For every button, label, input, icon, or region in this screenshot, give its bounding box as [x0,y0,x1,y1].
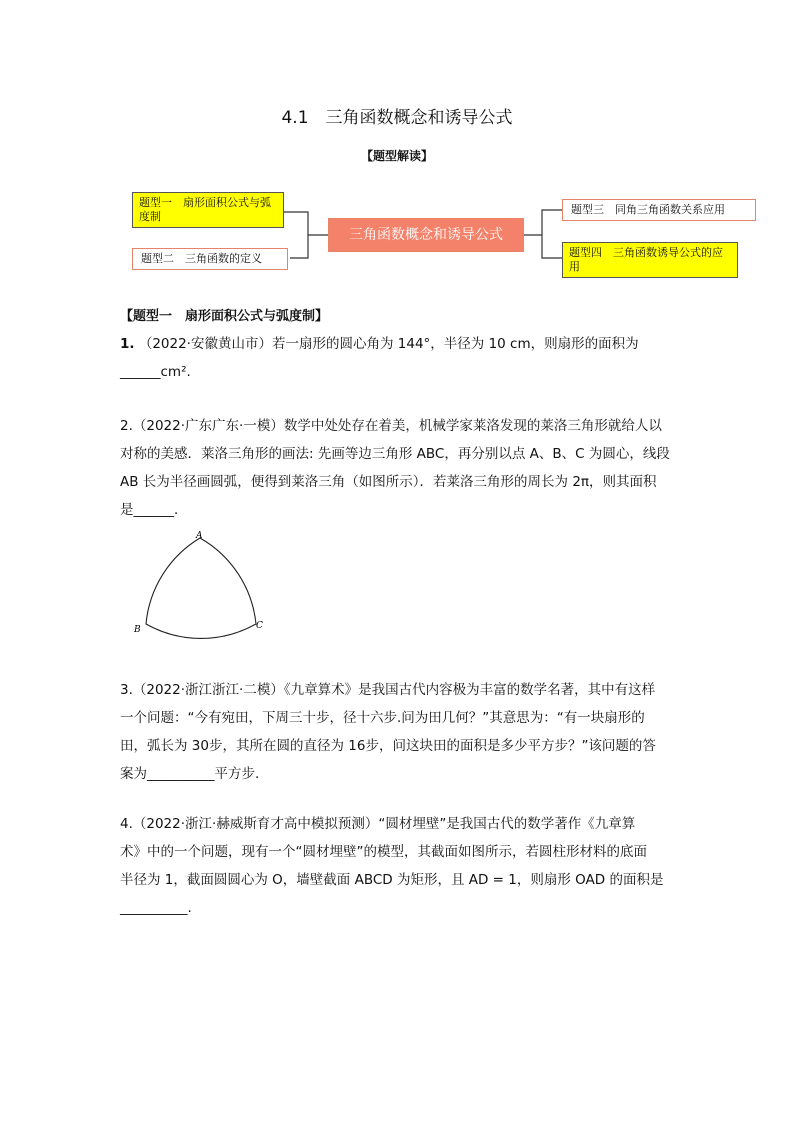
question-3-line: 一个问题：“今有宛田，下周三十步，径十六步.问为田几何？”其意思为：“有一块扇形的 [120,710,645,726]
question-4-line: __________. [120,900,192,916]
diagram-node-type2: 题型二 三角函数的定义 [132,248,288,270]
vertex-a-label: A [196,531,203,541]
section-heading: 【题型一 扇形面积公式与弧度制】 [120,309,329,324]
question-2-line: 对称的美感．莱洛三角形的画法: 先画等边三角形 ABC，再分别以点 A、B、C 为圆心，线段 [120,446,670,462]
question-3-line: 田，弧长为 30步，其所在圆的直径为 16步，问这块田的面积是多少平方步？”该问题的答 [120,738,656,754]
question-2-line: 是______． [120,502,188,518]
question-3 [120,676,680,788]
question-3-line: 案为__________平方步. [120,766,260,782]
section-subtitle: 【题型解读】 [360,149,433,163]
diagram-node-type4: 题型四 三角函数诱导公式的应用 [562,242,738,278]
diagram-node-type1: 题型一 扇形面积公式与弧度制 [132,192,284,228]
page-title: 4.1 三角函数概念和诱导公式 [281,108,513,128]
diagram-center-node: 三角函数概念和诱导公式 [328,218,524,252]
question-4-line: 半径为 1，截面圆圆心为 O，墙壁截面 ABCD 为矩形，且 AD = 1，则扇形 OAD 的面积是 [120,872,664,888]
question-1-number: 1. [120,336,135,352]
question-4-line: 术》中的一个问题，现有一个“圆材埋壁”的模型，其截面如图所示，若圆柱形材料的底面 [120,844,647,860]
question-3-line: 3.（2022·浙江浙江·二模）《九章算术》是我国古代内容极为丰富的数学名著，其中有这样 [120,682,656,698]
question-1-text: （2022·安徽黄山市）若一扇形的圆心角为 144°，半径为 10 cm，则扇形的面积为 [138,336,639,352]
vertex-c-label: C [256,621,263,631]
reuleaux-triangle-figure [130,528,280,648]
question-4-line: 4.（2022·浙江·赫威斯育才高中模拟预测）“圆材埋壁”是我国古代的数学著作《九章算 [120,816,636,832]
question-2-line: 2.（2022·广东广东·一模）数学中处处存在着美，机械学家莱洛发现的莱洛三角形就给人以 [120,418,662,434]
vertex-b-label: B [134,625,141,635]
question-1-blank: ______ [120,364,161,380]
reuleaux-curve [146,538,256,638]
question-4 [120,810,680,922]
question-1 [120,330,680,386]
diagram-node-type3: 题型三 同角三角函数关系应用 [562,199,756,221]
question-1-tail: cm². [160,364,191,380]
question-2 [120,412,680,524]
question-2-line: AB 长为半径画圆弧，便得到莱洛三角（如图所示）．若莱洛三角形的周长为 2π，则其面积 [120,474,657,490]
